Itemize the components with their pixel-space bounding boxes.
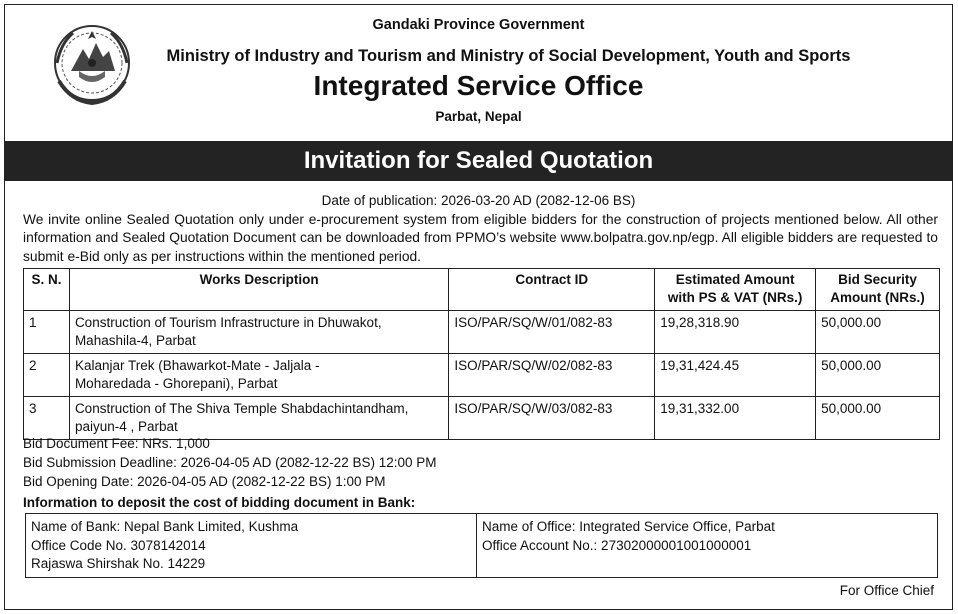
bank-details-cell — [26, 514, 477, 578]
header-amount-line1: Estimated Amount — [675, 272, 795, 287]
header-security-line1: Bid Security — [838, 272, 917, 287]
cell-description — [69, 354, 448, 397]
office-account-cell — [477, 514, 938, 578]
header-contract-id: Contract ID — [449, 269, 655, 311]
bank-info-table — [25, 513, 938, 578]
works-table — [23, 268, 940, 440]
bid-document-fee: Bid Document Fee: NRs. 1,000 — [23, 436, 210, 451]
cell-estimated-amount: 19,28,318.90 — [655, 311, 816, 354]
cell-bid-security: 50,000.00 — [816, 311, 940, 354]
publication-date: Date of publication: 2026-03-20 AD (2082-12-06 BS) — [321, 193, 636, 208]
rajaswa-shirshak: Rajaswa Shirshak No. 14229 — [31, 556, 206, 571]
signoff: For Office Chief — [839, 583, 934, 598]
header-bid-security — [816, 269, 940, 311]
office-name: Integrated Service Office — [313, 70, 644, 101]
table-header-row — [24, 269, 940, 311]
bank-name: Name of Bank: Nepal Bank Limited, Kushma — [31, 519, 299, 534]
desc-line1: Kalanjar Trek (Bhawarkot-Mate - Jaljala - — [74, 358, 320, 373]
header-amount-line2: with PS & VAT (NRs.) — [667, 290, 803, 305]
office-account-number: Office Account No.: 27302000001001000001 — [482, 537, 752, 553]
desc-line2: Moharedada - Ghorepani), Parbat — [74, 376, 278, 391]
desc-line1: Construction of The Shiva Temple Shabdachintandham, — [74, 401, 409, 416]
cell-bid-security: 50,000.00 — [816, 397, 940, 440]
office-location: Parbat, Nepal — [435, 109, 522, 124]
cell-bid-security: 50,000.00 — [816, 354, 940, 397]
cell-contract-id: ISO/PAR/SQ/W/03/082-83 — [449, 397, 655, 440]
cell-sn: 1 — [24, 311, 70, 354]
cell-estimated-amount: 19,31,424.45 — [655, 354, 816, 397]
bid-submission-deadline: Bid Submission Deadline: 2026-04-05 AD (2082-12-22 BS) 12:00 PM — [23, 455, 437, 470]
notice-title-banner: Invitation for Sealed Quotation — [5, 141, 952, 181]
office-name-bank: Name of Office: Integrated Service Office, Parbat — [482, 519, 775, 534]
cell-description — [69, 397, 448, 440]
cell-sn: 2 — [24, 354, 70, 397]
header-security-line2: Amount (NRs.) — [830, 290, 925, 305]
bank-info-heading: Information to deposit the cost of bidding document in Bank: — [23, 495, 416, 510]
table-row — [24, 397, 940, 440]
table-row — [24, 311, 940, 354]
government-name: Gandaki Province Government — [372, 17, 585, 33]
desc-line1: Construction of Tourism Infrastructure in Dhuwakot, — [74, 315, 382, 330]
header-works-description: Works Description — [69, 269, 448, 311]
header-estimated-amount — [655, 269, 816, 311]
cell-sn: 3 — [24, 397, 70, 440]
cell-estimated-amount: 19,31,332.00 — [655, 397, 816, 440]
bid-opening-date: Bid Opening Date: 2026-04-05 AD (2082-12-22 BS) 1:00 PM — [23, 474, 386, 489]
table-row — [24, 354, 940, 397]
desc-line2: paiyun-4 , Parbat — [74, 419, 178, 434]
notice-page — [4, 4, 953, 610]
cell-contract-id: ISO/PAR/SQ/W/01/082-83 — [449, 311, 655, 354]
letterhead — [5, 5, 952, 141]
cell-contract-id: ISO/PAR/SQ/W/02/082-83 — [449, 354, 655, 397]
desc-line2: Mahashila-4, Parbat — [74, 333, 196, 348]
intro-paragraph: We invite online Sealed Quotation only under e-procurement system from eligible bidders for the construction of projects mentioned below. All other information and Sealed Quotation Document can be downloaded from PPMO’s website www.bolpatra.gov.np/egp. All eligible bidders are requested to submit e-Bid only as per instructions within the mentioned period. — [23, 212, 938, 264]
header-sn: S. N. — [24, 269, 70, 311]
cell-description — [69, 311, 448, 354]
ministry-name: Ministry of Industry and Tourism and Ministry of Social Development, Youth and Sports — [166, 47, 851, 65]
office-code: Office Code No. 3078142014 — [31, 537, 206, 553]
bank-info-row — [26, 514, 938, 578]
